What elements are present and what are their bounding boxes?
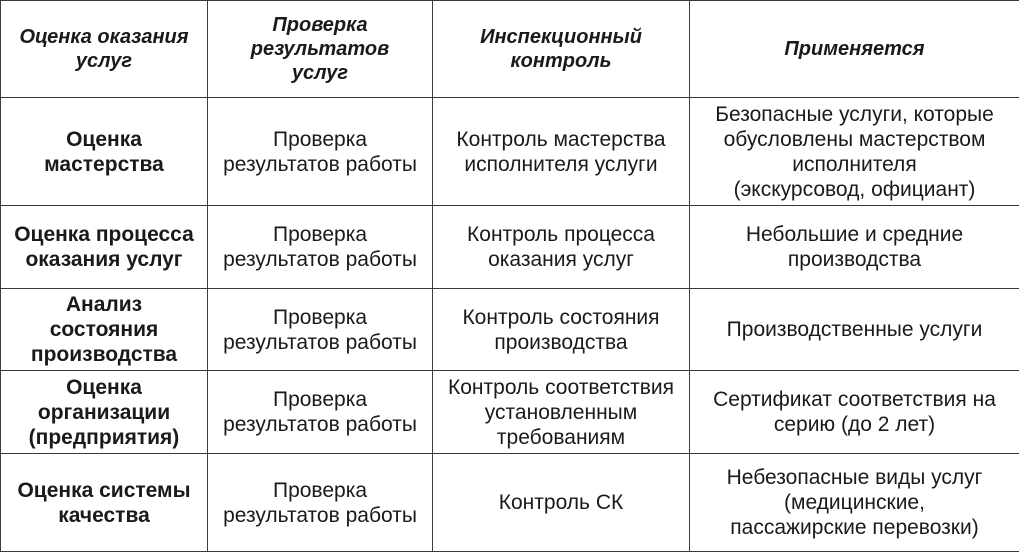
cell-inspection: Контроль мастерства исполнителя услуги (433, 98, 690, 206)
cell-verification: Проверка результатов работы (208, 454, 433, 552)
cell-verification: Проверка результатов работы (208, 289, 433, 371)
cell-applied: Сертификат соответствия на серию (до 2 лет) (690, 371, 1019, 454)
cell-applied: Производственные услуги (690, 289, 1019, 371)
cell-assessment: Оценка процесса оказания услуг (1, 206, 208, 289)
table-row (1, 289, 1019, 371)
table-row (1, 454, 1019, 552)
cell-verification: Проверка результатов работы (208, 98, 433, 206)
table-header-row (1, 1, 1019, 98)
cell-inspection: Контроль процесса оказания услуг (433, 206, 690, 289)
cell-verification: Проверка результатов работы (208, 206, 433, 289)
cell-assessment: Оценка системы качества (1, 454, 208, 552)
cell-inspection: Контроль состояния производства (433, 289, 690, 371)
cell-verification: Проверка результатов работы (208, 371, 433, 454)
cell-applied: Безопасные услуги, которые обусловлены мастерством исполнителя (экскурсовод, официант) (690, 98, 1019, 206)
header-applied: Применяется (690, 1, 1019, 98)
cell-applied: Небезопасные виды услуг (медицинские, пассажирские перевозки) (690, 454, 1019, 552)
header-assessment: Оценка оказания услуг (1, 1, 208, 98)
cell-assessment: Оценка мастерства (1, 98, 208, 206)
cell-assessment: Анализ состояния производства (1, 289, 208, 371)
table-row (1, 98, 1019, 206)
header-verification: Проверка результатов услуг (208, 1, 433, 98)
cell-assessment: Оценка организации (предприятия) (1, 371, 208, 454)
header-inspection: Инспекционный контроль (433, 1, 690, 98)
table-row (1, 206, 1019, 289)
table-row (1, 371, 1019, 454)
cell-applied: Небольшие и средние производства (690, 206, 1019, 289)
cell-inspection: Контроль соответствия установленным требованиям (433, 371, 690, 454)
cell-inspection: Контроль СК (433, 454, 690, 552)
